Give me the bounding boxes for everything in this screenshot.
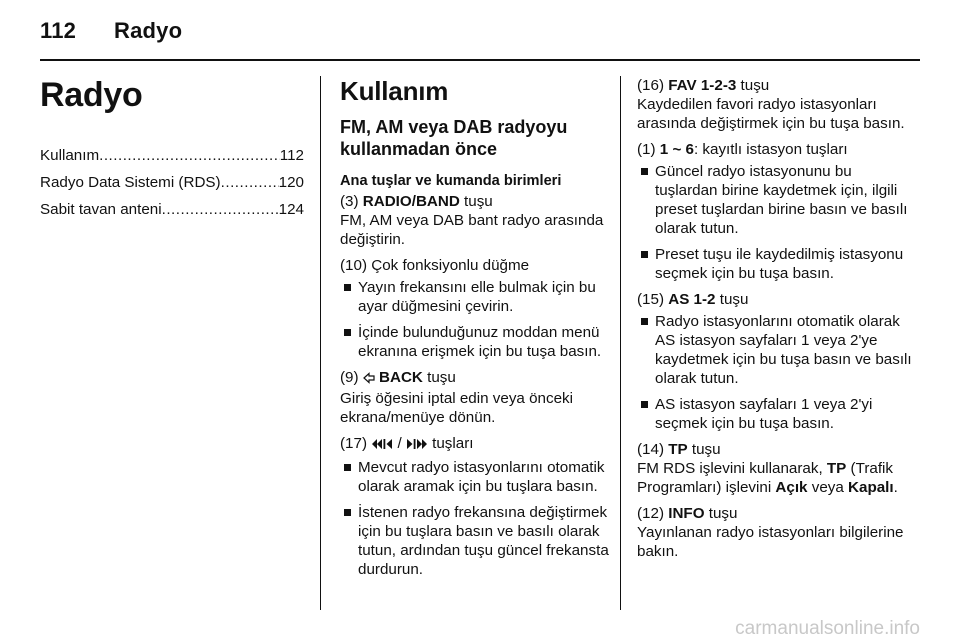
header-rule — [40, 59, 920, 61]
item-number: (16) — [637, 77, 669, 94]
item-number: (14) — [637, 441, 669, 458]
toc-page: 112 — [279, 147, 304, 164]
tp-desc-text: . — [893, 479, 898, 496]
left-column — [40, 76, 304, 227]
section-title: Kullanım — [340, 76, 449, 106]
toc-entry[interactable] — [40, 146, 304, 165]
info-label — [637, 504, 913, 523]
subsection-title: FM, AM veya DAB radyoyu kullanmadan önce — [340, 117, 568, 159]
tp-desc-text: FM RDS işlevini kullanarak, — [637, 460, 827, 477]
knob-label: (10) Çok fonksiyonlu düğme — [340, 257, 530, 274]
toc-leader — [221, 173, 279, 192]
as-label — [637, 290, 913, 309]
tp-desc — [637, 459, 913, 497]
toc-label: Kullanım — [40, 147, 100, 164]
back-label — [340, 368, 612, 389]
bullet-item: Radyo istasyonlarını otomatik olarak AS istasyon sayfaları 1 veya 2'ye kaydetmek için bu tuşa basın ve basılı olarak tutun. — [637, 312, 913, 388]
header-title: Radyo — [114, 18, 183, 43]
toc-leader — [162, 200, 279, 219]
key-name: INFO — [668, 505, 705, 522]
toc-entry[interactable] — [40, 200, 304, 219]
key-name: RADIO/BAND — [362, 193, 460, 210]
key-suffix: tuşu — [715, 291, 749, 308]
page-number: 112 — [40, 18, 77, 43]
back-arrow-icon — [363, 370, 375, 389]
toc-leader — [99, 146, 280, 165]
tp-desc-text: veya — [807, 479, 849, 496]
key-suffix: : kayıtlı istasyon tuşları — [693, 141, 848, 158]
bullet-item: Mevcut radyo istasyonlarını otomatik olarak aramak için bu tuşlara basın. — [340, 458, 612, 496]
toc-label: Sabit tavan anteni — [40, 201, 162, 218]
key-name: TP — [668, 441, 688, 458]
column-divider-left — [320, 76, 321, 610]
key-name: Açık — [775, 479, 808, 496]
chapter-title: Radyo — [40, 76, 143, 114]
item-number: (1) — [637, 141, 660, 158]
key-name: FAV 1-2-3 — [668, 77, 737, 94]
fav-label — [637, 76, 913, 95]
subsubsection-title: Ana tuşlar ve kumanda birimleri — [340, 173, 562, 189]
item-number: (9) — [340, 369, 363, 386]
toc-entry[interactable] — [40, 173, 304, 192]
item-number: (17) — [340, 435, 372, 452]
seek-back-icon — [371, 436, 393, 455]
key-suffix: tuşu — [687, 441, 721, 458]
right-column — [637, 76, 913, 568]
toc-page: 120 — [278, 174, 304, 191]
info-desc: Yayınlanan radyo istasyonları bilgilerine bakın. — [637, 524, 904, 560]
key-name: 1 ~ 6 — [659, 141, 694, 158]
presets-label — [637, 140, 913, 159]
bullet-item: AS istasyon sayfaları 1 veya 2'yi seçmek için bu tuşa basın. — [637, 395, 913, 433]
column-divider-right — [620, 76, 621, 610]
key-suffix: tuşları — [427, 435, 474, 452]
key-suffix: tuşu — [422, 369, 456, 386]
tp-label — [637, 440, 913, 459]
fav-desc: Kaydedilen favori radyo istasyonları arasında değiştirmek için bu tuşa basın. — [637, 96, 905, 132]
item-number: (15) — [637, 291, 669, 308]
tp-desc-text: (Trafik Programları) işlevini — [637, 460, 894, 496]
key-name: AS 1-2 — [668, 291, 716, 308]
bullet-item: İçinde bulunduğunuz moddan menü ekranına erişmek için bu tuşa basın. — [340, 323, 612, 361]
radio-band-label — [340, 192, 612, 211]
key-name: BACK — [379, 369, 423, 386]
item-number: (12) — [637, 505, 669, 522]
key-name: TP — [826, 460, 847, 477]
radio-band-desc: FM, AM veya DAB bant radyo arasında değiştirin. — [340, 212, 604, 248]
seek-label — [340, 434, 612, 455]
toc-label: Radyo Data Sistemi (RDS) — [40, 174, 221, 191]
bullet-item: Preset tuşu ile kaydedilmiş istasyonu seçmek için bu tuşa basın. — [637, 245, 913, 283]
key-suffix: tuşu — [736, 77, 770, 94]
toc-page: 124 — [278, 201, 304, 218]
item-number: (3) — [340, 193, 363, 210]
key-suffix: tuşu — [459, 193, 493, 210]
bullet-item: Güncel radyo istasyonunu bu tuşlardan birine kaydetmek için, ilgili preset tuşlardan birine basın ve basılı olarak tutun. — [637, 162, 913, 238]
key-suffix: tuşu — [704, 505, 738, 522]
watermark: carmanualsonline.info — [735, 618, 920, 639]
bullet-item: Yayın frekansını elle bulmak için bu ayar düğmesini çevirin. — [340, 278, 612, 316]
seek-forward-icon — [406, 436, 428, 455]
bullet-item: İstenen radyo frekansına değiştirmek için bu tuşlara basın ve basılı olarak tutun, ardından tuşu güncel frekansta durdurun. — [340, 503, 612, 579]
seek-separator: / — [393, 435, 406, 452]
key-name: Kapalı — [848, 479, 894, 496]
back-desc: Giriş öğesini iptal edin veya önceki ekrana/menüye dönün. — [340, 390, 573, 426]
middle-column — [340, 76, 612, 586]
